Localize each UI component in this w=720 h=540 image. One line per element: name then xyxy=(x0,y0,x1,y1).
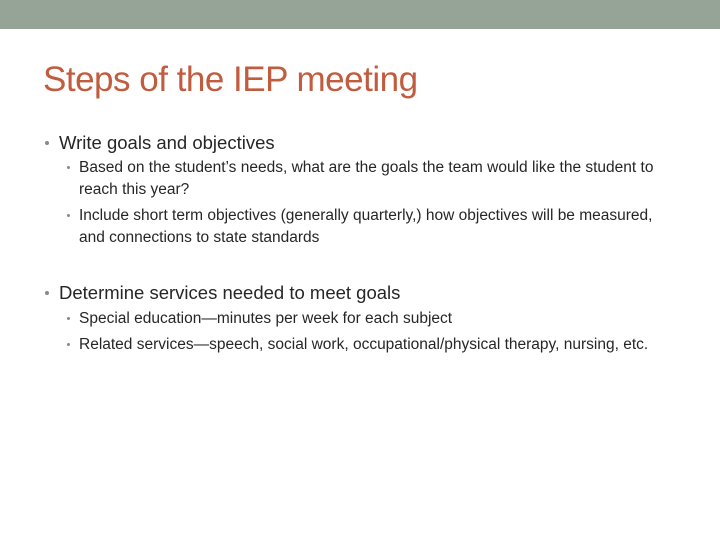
bullet-level2 xyxy=(79,157,679,201)
bullet-level1 xyxy=(59,282,400,304)
bullet-dot-icon xyxy=(67,317,70,320)
bullet-dot-icon xyxy=(67,214,70,217)
bullet-level2 xyxy=(79,308,679,330)
bullet-text: Include short term objectives (generally quarterly,) how objectives will be measured, and connections to state standards xyxy=(79,207,653,246)
bullet-text: Based on the student’s needs, what are the goals the team would like the student to reach this year? xyxy=(79,159,654,198)
bullet-dot-icon xyxy=(67,343,70,346)
bullet-text: Related services—speech, social work, occupational/physical therapy, nursing, etc. xyxy=(79,336,649,353)
bullet-dot-icon xyxy=(45,291,49,295)
bullet-text: Write goals and objectives xyxy=(59,132,275,153)
bullet-level1 xyxy=(59,132,275,154)
bullet-text: Determine services needed to meet goals xyxy=(59,282,401,303)
slide-title: Steps of the IEP meeting xyxy=(43,60,418,99)
bullet-level2 xyxy=(79,334,679,356)
bullet-level2 xyxy=(79,205,679,249)
bullet-dot-icon xyxy=(45,141,49,145)
bullet-text: Special education—minutes per week for each subject xyxy=(79,310,453,327)
bullet-dot-icon xyxy=(67,166,70,169)
header-band xyxy=(0,0,720,29)
